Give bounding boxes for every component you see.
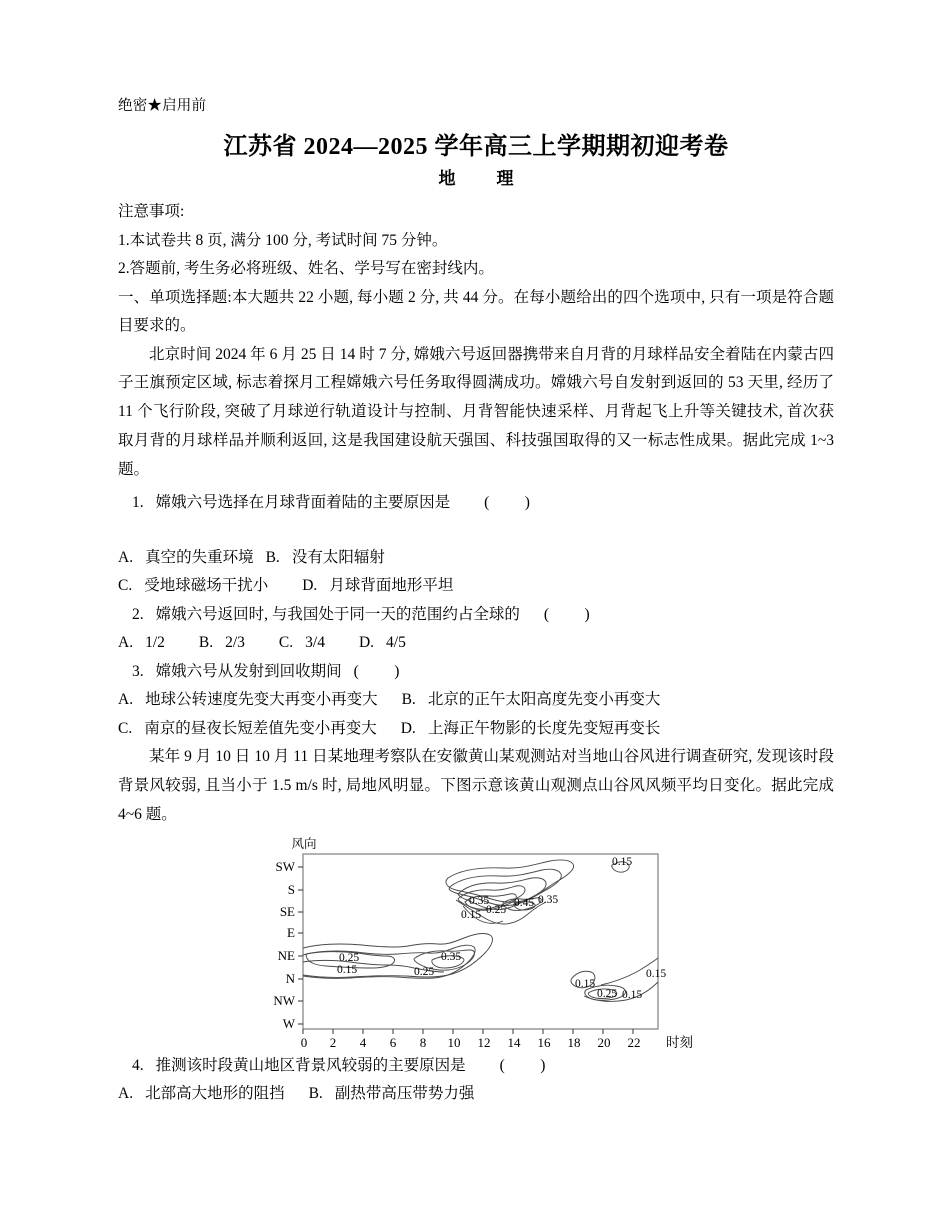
contour-label: 0.15 bbox=[621, 988, 643, 1001]
question-3-answer-box[interactable]: ( ) bbox=[353, 662, 410, 680]
option-c-label[interactable]: C. bbox=[118, 719, 133, 737]
question-3-options-row-2 bbox=[118, 715, 834, 744]
x-tick-label: 10 bbox=[447, 1034, 461, 1050]
option-c-text[interactable]: 南京的昼夜长短差值先变小再变大 bbox=[144, 719, 377, 737]
question-3-stem bbox=[118, 658, 834, 687]
option-b-label[interactable]: B. bbox=[265, 548, 280, 566]
page-title: 江苏省 2024—2025 学年高三上学期期初迎考卷 bbox=[223, 134, 729, 160]
option-d-text[interactable]: 上海正午物影的长度先变短再变长 bbox=[427, 719, 661, 737]
option-a-text[interactable]: 北部高大地形的阻挡 bbox=[145, 1085, 285, 1103]
question-1-text: 嫦娥六号选择在月球背面着陆的主要原因是 bbox=[155, 494, 451, 512]
plot-frame bbox=[303, 854, 658, 1029]
x-tick-label: 18 bbox=[567, 1034, 581, 1050]
option-d-text[interactable]: 月球背面地形平坦 bbox=[329, 577, 454, 595]
page-content bbox=[118, 96, 834, 1109]
y-tick-label: N bbox=[285, 970, 295, 986]
question-2-stem bbox=[118, 601, 834, 630]
contour-label: 0.15 bbox=[611, 855, 633, 868]
option-d-text[interactable]: 4/5 bbox=[386, 634, 406, 652]
question-2-text: 嫦娥六号返回时, 与我国处于同一天的范围约占全球的 bbox=[155, 605, 520, 623]
option-c-text[interactable]: 受地球磁场干扰小 bbox=[144, 577, 269, 595]
y-tick-label: SW bbox=[275, 858, 295, 874]
option-b-label[interactable]: B. bbox=[401, 691, 416, 709]
y-tick-label: W bbox=[282, 1015, 295, 1031]
option-d-label[interactable]: D. bbox=[400, 719, 416, 737]
secret-label: 绝密★启用前 bbox=[118, 98, 207, 114]
x-tick-label: 22 bbox=[627, 1034, 641, 1050]
question-1-number: 1. bbox=[132, 494, 144, 512]
question-3-number: 3. bbox=[132, 662, 144, 680]
option-a-label[interactable]: A. bbox=[118, 1085, 134, 1103]
valley-wind-contour-chart bbox=[118, 834, 834, 1052]
y-axis-ticks bbox=[298, 867, 303, 1024]
question-3-options-row-1 bbox=[118, 686, 834, 715]
question-1-stem bbox=[118, 489, 834, 518]
contour-label: 0.15 bbox=[645, 967, 667, 980]
contour-labels bbox=[337, 856, 666, 1001]
section-one-intro: 一、单项选择题:本大题共 22 小题, 每小题 2 分, 共 44 分。在每小题给出的四个选项中, 只有一项是符合题目要求的。 bbox=[118, 288, 834, 334]
subject-title: 地 理 bbox=[438, 169, 526, 188]
option-b-label[interactable]: B. bbox=[198, 634, 214, 652]
x-axis-labels bbox=[301, 1035, 641, 1050]
question-4-answer-box[interactable]: ( ) bbox=[499, 1056, 556, 1074]
contour-label: 0.25 bbox=[413, 965, 435, 978]
y-tick-label: NW bbox=[273, 992, 295, 1008]
passage-huangshan: 某年 9 月 10 日 10 月 11 日某地理考察队在安徽黄山某观测站对当地山谷风进行调查研究, 发现该时段背景风较弱, 且当小于 1.5 m/s 时, 局地风明显。下图示意该黄山观测点山谷风风频平均日变化。据此完成 4~6 题。 bbox=[118, 748, 834, 824]
contour-label: 0.35 bbox=[440, 950, 462, 963]
option-a-text[interactable]: 地球公转速度先变大再变小再变大 bbox=[145, 691, 378, 709]
x-tick-label: 12 bbox=[477, 1034, 491, 1050]
option-c-label[interactable]: C. bbox=[118, 577, 133, 595]
option-b-label[interactable]: B. bbox=[308, 1085, 323, 1103]
option-d-label[interactable]: D. bbox=[358, 634, 375, 652]
question-1-options-row-1 bbox=[118, 544, 834, 573]
option-a-label[interactable]: A. bbox=[118, 691, 134, 709]
question-2-answer-box[interactable]: ( ) bbox=[543, 605, 600, 623]
option-a-text[interactable]: 1/2 bbox=[145, 634, 165, 652]
question-4-options-row-1 bbox=[118, 1080, 834, 1109]
option-b-text[interactable]: 北京的正午太阳高度先变小再变大 bbox=[427, 691, 661, 709]
passage-change6: 北京时间 2024 年 6 月 25 日 14 时 7 分, 嫦娥六号返回器携带来自月背的月球样品安全着陆在内蒙古四子王旗预定区域, 标志着探月工程嫦娥六号任务取得圆满成功。嫦娥六号自发射到返回的 53 天里, 经历了 11 个飞行阶段, 突破了月球逆行轨道设计与控制、月背智能快速采样、月背起飞上升等关键技术, 首次获取月背的月球样品并顺利返回, 这是我国建设航天强国、科技强国取得的又一标志性成果。据此完成 1~3 题。 bbox=[118, 345, 834, 478]
contour-label: 0.25 bbox=[338, 951, 360, 964]
contour-label: 0.35 bbox=[468, 894, 490, 907]
contour-label: 0.15 bbox=[574, 977, 596, 990]
option-a-text[interactable]: 真空的失重环境 bbox=[145, 548, 254, 566]
contour-label: 0.25 bbox=[596, 987, 618, 1000]
x-tick-label: 8 bbox=[419, 1034, 427, 1050]
y-tick-label: S bbox=[287, 881, 295, 897]
option-d-label[interactable]: D. bbox=[302, 577, 318, 595]
option-b-text[interactable]: 没有太阳辐射 bbox=[291, 548, 385, 566]
contour-label: 0.45 bbox=[513, 896, 535, 909]
contour-label: 0.15 bbox=[460, 908, 482, 921]
y-tick-label: E bbox=[287, 924, 295, 940]
question-1-answer-box[interactable]: ( ) bbox=[484, 494, 540, 512]
valley-wind-figure bbox=[118, 834, 834, 1052]
chart-ylabel: 风向 bbox=[291, 836, 317, 851]
contour-label: 0.35 bbox=[537, 893, 559, 906]
y-tick-label: SE bbox=[279, 903, 295, 919]
x-tick-label: 4 bbox=[359, 1034, 367, 1050]
question-2-number: 2. bbox=[132, 605, 144, 623]
option-a-label[interactable]: A. bbox=[118, 634, 134, 652]
question-1-blank-space bbox=[118, 518, 834, 544]
option-b-text[interactable]: 副热带高压带势力强 bbox=[334, 1085, 475, 1103]
question-2-options-row bbox=[118, 629, 834, 658]
contour-lines bbox=[303, 860, 658, 1001]
y-tick-label: NE bbox=[277, 947, 295, 963]
x-tick-label: 16 bbox=[537, 1034, 551, 1050]
question-4-text: 推测该时段黄山地区背景风较弱的主要原因是 bbox=[155, 1056, 466, 1074]
x-tick-label: 0 bbox=[300, 1034, 308, 1050]
contour-label: 0.15 bbox=[336, 963, 358, 976]
option-c-label[interactable]: C. bbox=[278, 634, 294, 652]
question-4-number: 4. bbox=[132, 1056, 144, 1074]
contour-label: 0.25 bbox=[485, 903, 507, 916]
question-4-stem bbox=[118, 1052, 834, 1081]
x-tick-label: 14 bbox=[507, 1034, 521, 1050]
notice-item-2: 2.答题前, 考生务必将班级、姓名、学号写在密封线内。 bbox=[118, 260, 494, 277]
y-axis-labels bbox=[273, 859, 295, 1031]
option-b-text[interactable]: 2/3 bbox=[225, 634, 245, 652]
x-tick-label: 2 bbox=[329, 1034, 337, 1050]
contour-0.15-lower-left bbox=[303, 933, 492, 977]
x-axis-ticks bbox=[303, 1029, 633, 1034]
x-tick-label: 20 bbox=[597, 1034, 611, 1050]
question-3-text: 嫦娥六号从发射到回收期间 bbox=[155, 662, 342, 680]
question-1-options-row-2 bbox=[118, 572, 834, 601]
notice-item-1: 1.本试卷共 8 页, 满分 100 分, 考试时间 75 分钟。 bbox=[118, 231, 448, 249]
option-a-label[interactable]: A. bbox=[118, 548, 134, 566]
notice-heading: 注意事项: bbox=[118, 203, 185, 220]
chart-xlabel: 时刻 bbox=[666, 1034, 693, 1050]
x-tick-label: 6 bbox=[389, 1034, 397, 1050]
option-c-text[interactable]: 3/4 bbox=[305, 634, 325, 652]
